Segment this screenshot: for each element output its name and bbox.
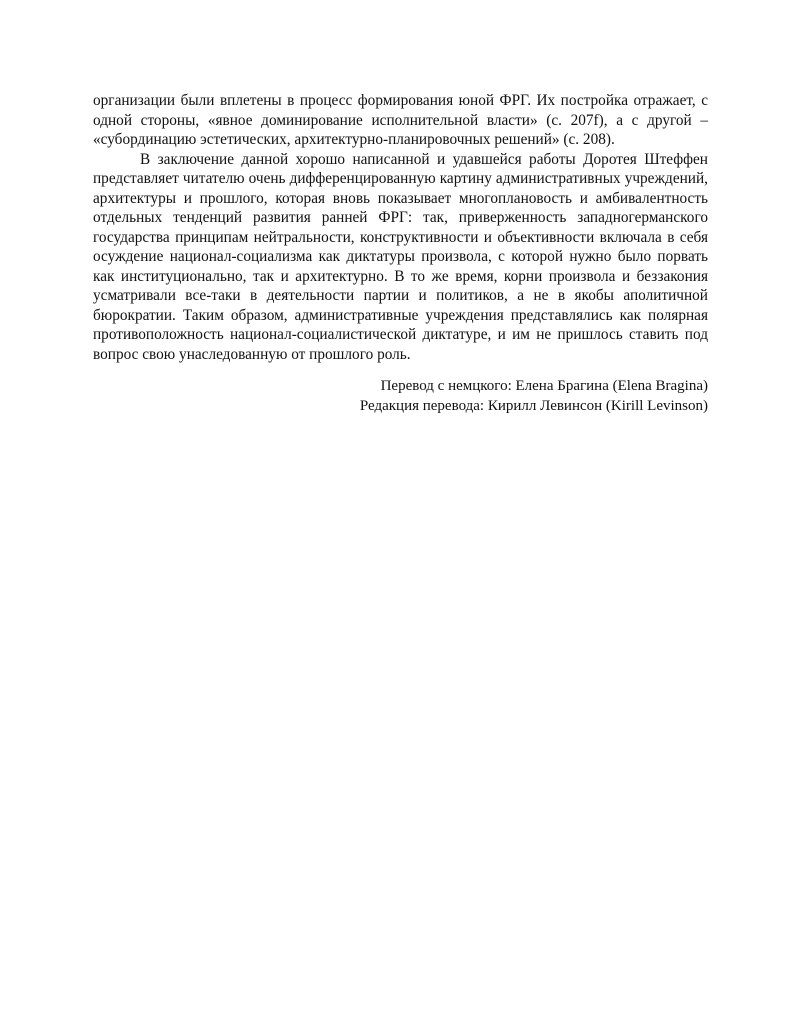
editor-credit: Редакция перевода: Кирилл Левинсон (Kirill Levinson) — [359, 397, 708, 414]
translator-credit: Перевод с немцкого: Елена Брагина (Elena Bragina) — [380, 378, 708, 394]
paragraph-continuation: организации были вплетены в процесс формирования юной ФРГ. Их постройка отражает, с одной стороны, «явное доминирование исполнительной власти» (с. 207f), а с другой – «субординацию эстетических, архитектурно-планировочных решений» (с. 208). — [93, 92, 708, 148]
document-page — [93, 91, 708, 416]
translation-credits — [93, 377, 708, 416]
paragraph-conclusion: В заключение данной хорошо написанной и удавшейся работы Доротея Штеффен представляет читателю очень дифференцированную картину административных учреждений, архитектуры и прошлого, которая вновь показывает многоплановость и амбивалентность отдельных тенденций развития ранней ФРГ: так, приверженность западногерманского государства принципам нейтральности, конструктивности и объективности включала в себя осуждение национал-социализма как диктатуры произвола, с которой нужно было порвать как институционально, так и архитектурно. В то же время, корни произвола и беззакония усматривали все-таки в деятельности партии и политиков, а не в якобы аполитичной бюрократии. Таким образом, административные учреждения представлялись как полярная противоположность национал-социалистической диктатуре, и им не пришлось ставить под вопрос свою унаследованную от прошлого роль. — [93, 150, 708, 363]
